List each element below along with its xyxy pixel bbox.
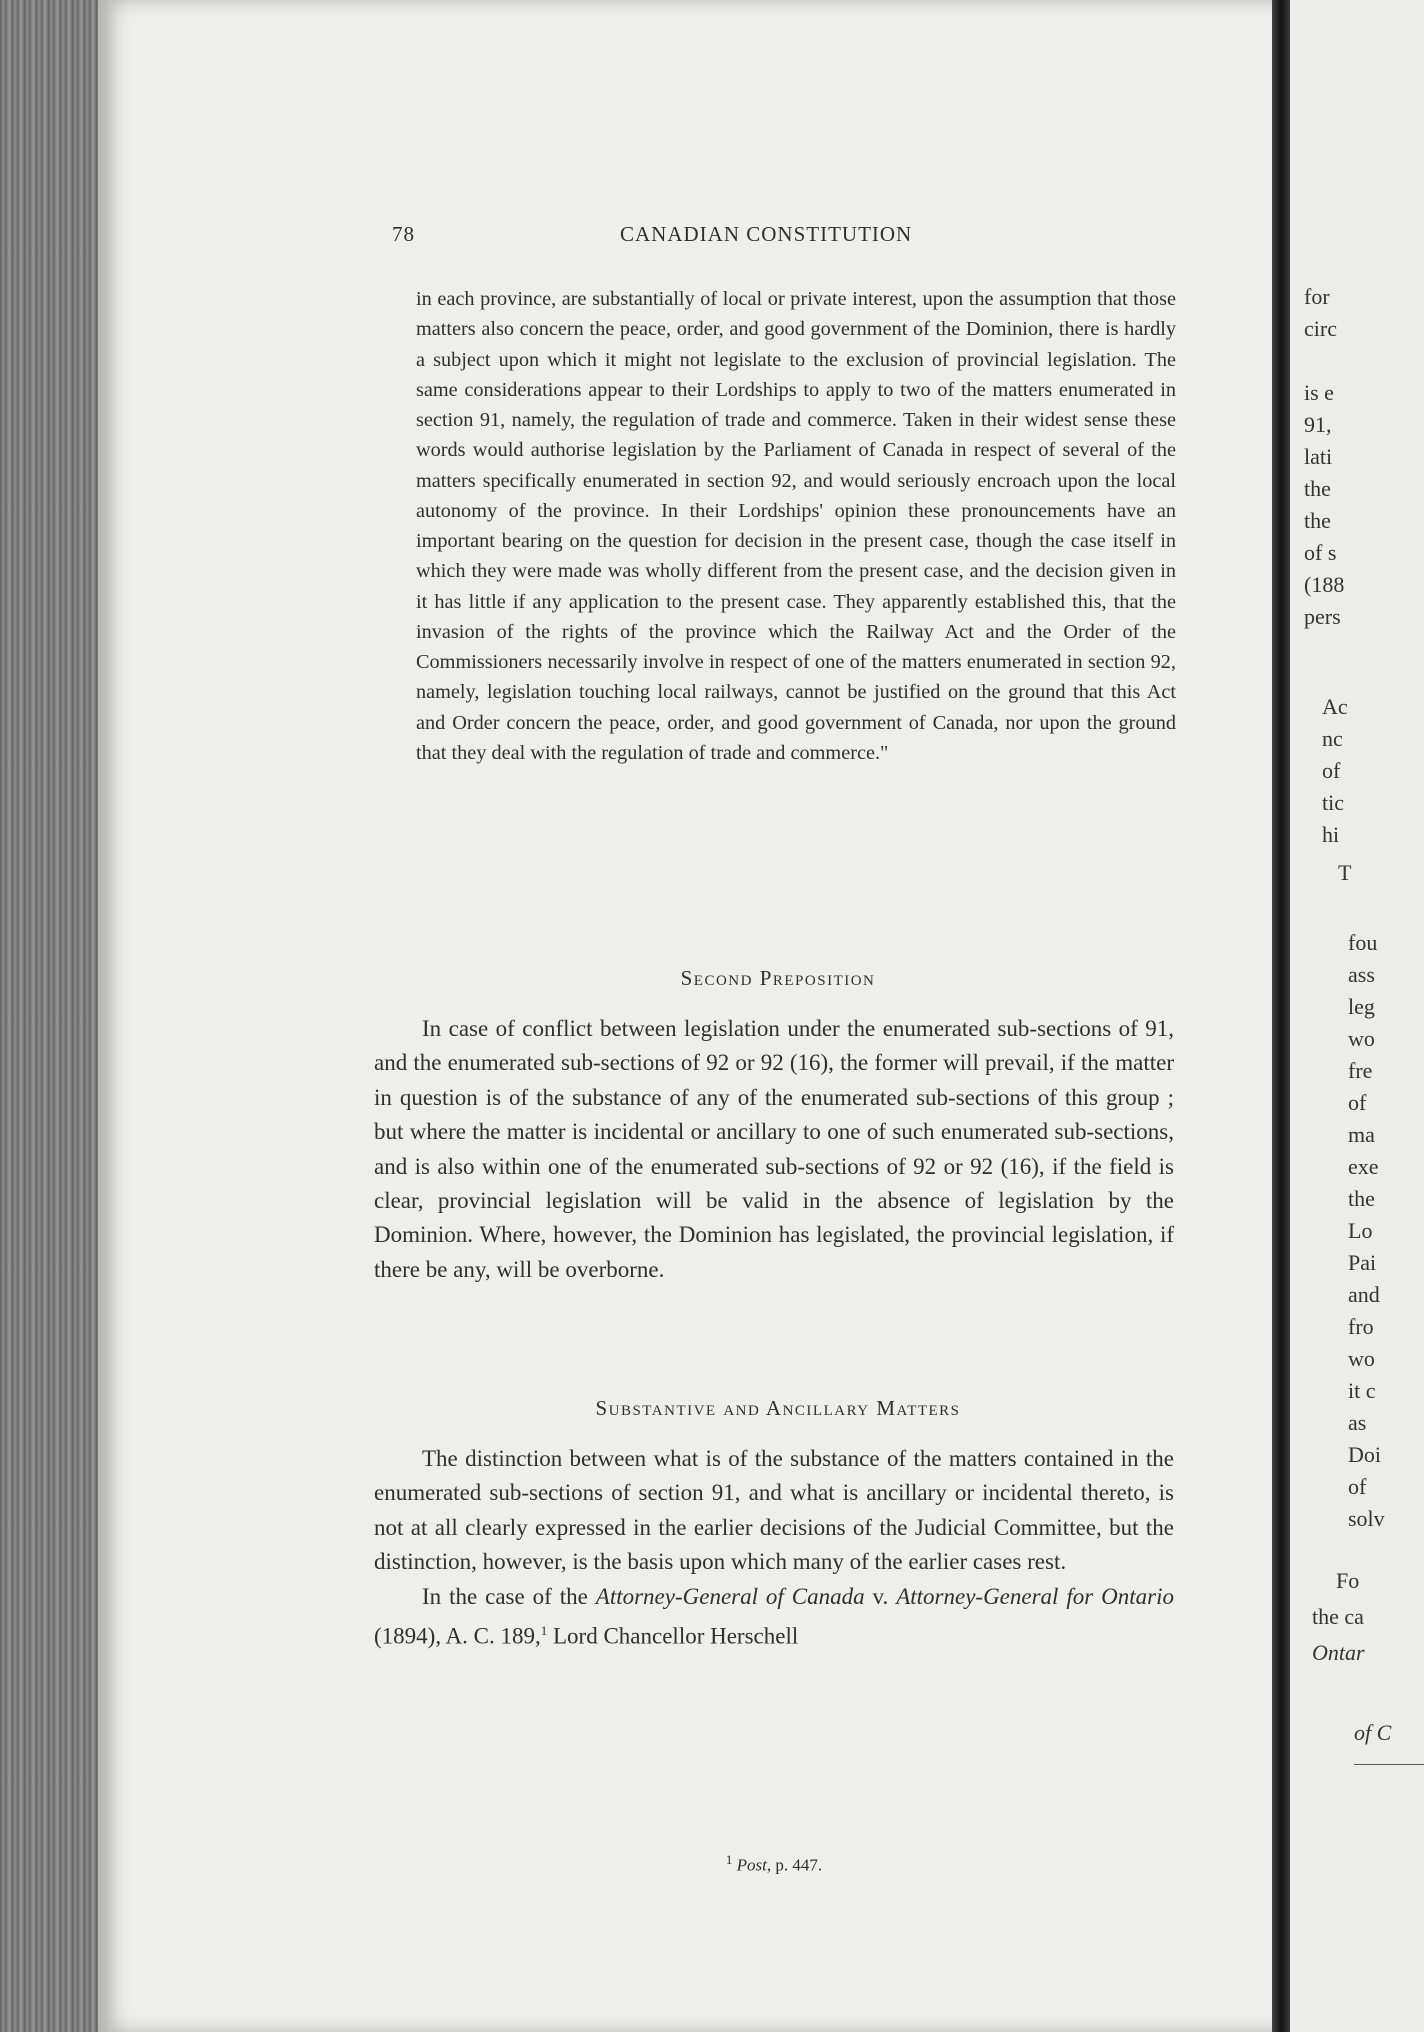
footnote-mark: 1 xyxy=(725,1852,733,1867)
quote-paragraph: in each province, are substantially of local or private interest, upon the assumption that those matters also concern the peace, order, and good government of the Dominion, there is hardly a subject upon which it might not legislate to the exclusion of provincial legislation. The same considerations appear to their Lordships to apply to two of the matters enumerated in section 91, namely, the regulation of trade and commerce. Taken in their widest sense these words would authorise legislation by the Parliament of Canada in respect of several of the matters specifically enumerated in section 92, and would seriously encroach upon the local autonomy of the province. In their Lordships' opinion these pronouncements have an important bearing on the question for decision in the present case, though the case itself in which they were made was wholly different from the present case, and the decision given in it has little if any application to the present case. They apparently established this, that the invasion of the rights of the province which the Railway Act and the Order of the Commissioners necessarily involve in respect of one of the matters enumerated in section 92, namely, legislation touching local railways, cannot be justified on the ground that this Act and Order concern the peace, order, and good government of Canada, nor upon the ground that they deal with the regulation of trade and commerce." xyxy=(416,288,1176,764)
section-substantive-ancillary xyxy=(374,1442,1174,1654)
section-heading-substantive-ancillary: Substantive and Ancillary Matters xyxy=(595,1396,961,1420)
text-fragment: ma xyxy=(1348,1122,1375,1147)
paragraph xyxy=(374,1580,1174,1654)
text-fragment: fre xyxy=(1348,1058,1373,1083)
paragraph: The distinction between what is of the substance of the matters contained in the enumerated sub-sections of section 91, and what is ancillary or incidental thereto, is not at all clearly expressed in the earlier decisions of the Judicial Committee, but the distinction, however, is the basis upon which many of the earlier cases rest. xyxy=(374,1446,1174,1575)
text-fragment: Ontar xyxy=(1312,1640,1365,1665)
book-gutter xyxy=(1272,0,1290,2032)
text-run: In the case of the xyxy=(422,1583,596,1609)
text-fragment: 91, xyxy=(1304,412,1332,437)
text-fragment: of xyxy=(1322,758,1341,783)
text-fragment: is e xyxy=(1304,380,1334,405)
text-fragment: Ac xyxy=(1322,694,1348,719)
text-fragment: wo xyxy=(1348,1346,1375,1371)
running-title: CANADIAN CONSTITUTION xyxy=(620,222,913,246)
footnote-rule xyxy=(1354,1764,1424,1765)
text-fragment: Doi xyxy=(1348,1442,1381,1467)
text-fragment: exe xyxy=(1348,1154,1379,1179)
text-fragment: the ca xyxy=(1312,1604,1364,1629)
footnote-page: , p. 447. xyxy=(766,1855,823,1875)
text-fragment: the xyxy=(1348,1186,1375,1211)
text-fragment: pers xyxy=(1304,604,1341,629)
citation: (1894), A. C. 189, xyxy=(374,1623,541,1649)
text-fragment: Pai xyxy=(1348,1250,1377,1275)
text-fragment: (188 xyxy=(1304,572,1345,597)
section-second-preposition xyxy=(374,1012,1174,1287)
page-header xyxy=(392,222,1172,254)
text-fragment: and xyxy=(1348,1282,1380,1307)
text-run: Lord Chancellor Herschell xyxy=(547,1623,799,1649)
footnote-marker: 1 xyxy=(540,1623,548,1639)
text-fragment: it c xyxy=(1348,1378,1376,1403)
text-fragment: fou xyxy=(1348,930,1378,955)
text-fragment: fro xyxy=(1348,1314,1374,1339)
text-fragment: of xyxy=(1348,1474,1367,1499)
text-fragment: T xyxy=(1338,860,1352,885)
text-fragment: the xyxy=(1304,508,1331,533)
book-page-edges xyxy=(0,0,110,2032)
text-fragment: Lo xyxy=(1348,1218,1373,1243)
right-page-fragment xyxy=(1290,0,1424,2032)
text-fragment: solv xyxy=(1348,1506,1385,1531)
page-number: 78 xyxy=(392,222,415,246)
text-fragment: leg xyxy=(1348,994,1375,1019)
text-fragment: the xyxy=(1304,476,1331,501)
text-fragment: circ xyxy=(1304,316,1337,341)
case-name: Attorney-General for Ontario xyxy=(896,1583,1174,1609)
text-fragment: hi xyxy=(1322,822,1340,847)
text-run: v. xyxy=(864,1583,897,1609)
text-fragment: of C xyxy=(1354,1720,1392,1745)
footnote xyxy=(374,1852,1174,1876)
text-fragment: Fo xyxy=(1336,1568,1360,1593)
text-fragment: as xyxy=(1348,1410,1367,1435)
quoted-passage xyxy=(416,284,1176,768)
text-fragment: nc xyxy=(1322,726,1343,751)
footnote-ref: Post xyxy=(736,1855,767,1875)
case-name: Attorney-General of Canada xyxy=(595,1583,865,1609)
text-fragment: ass xyxy=(1348,962,1375,987)
text-fragment: of s xyxy=(1304,540,1337,565)
paragraph: In case of conflict between legislation under the enumerated sub-sections of 91, and the enumerated sub-sections of 92 or 92 (16), the former will prevail, if the matter in question is of the substance of any of the enumerated sub-sections of this group ; but where the matter is incidental or ancillary to one of such enumerated sub-sections, and is also within one of the enumerated sub-sections of 92 or 92 (16), if the field is clear, provincial legislation will be valid in the absence of legislation by the Dominion. Where, however, the Dominion has legislated, the provincial legislation, if there be any, will be overborne. xyxy=(374,1016,1174,1282)
text-fragment: wo xyxy=(1348,1026,1375,1051)
text-fragment: lati xyxy=(1304,444,1333,469)
section-heading-second-preposition: Second Preposition xyxy=(680,966,876,990)
text-fragment: tic xyxy=(1322,790,1344,815)
text-fragment: of xyxy=(1348,1090,1367,1115)
text-fragment: for xyxy=(1304,284,1330,309)
